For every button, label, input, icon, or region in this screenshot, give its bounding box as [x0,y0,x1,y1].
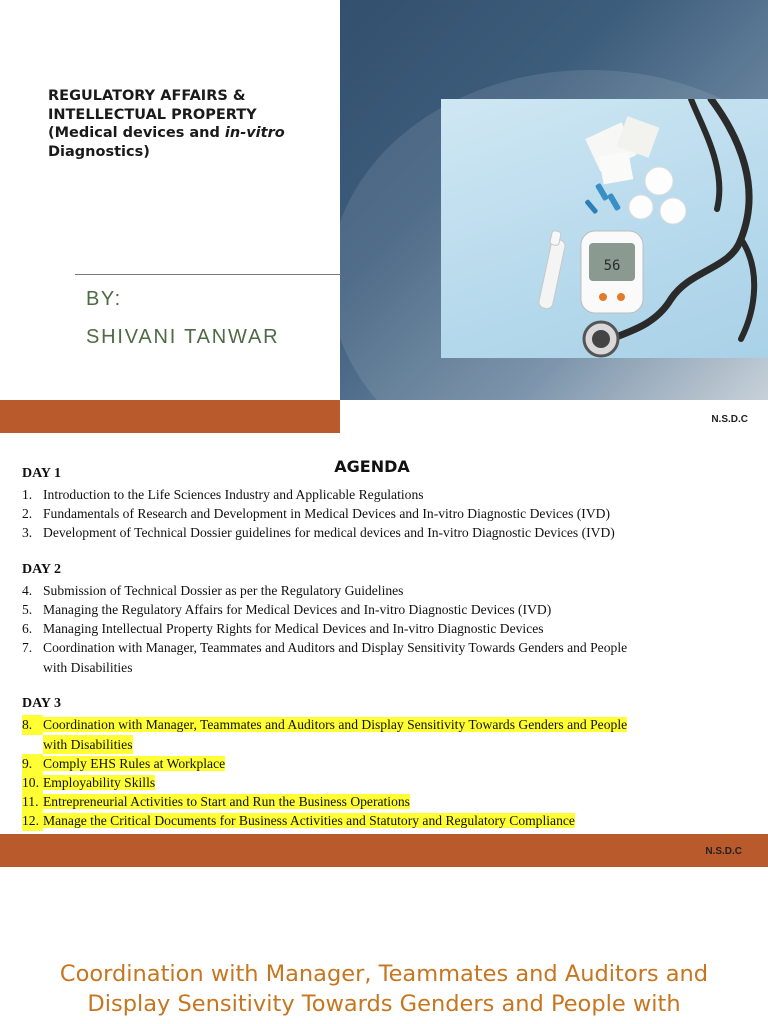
cotton-roll-icon [629,167,686,224]
list-item-highlighted [22,773,742,793]
list-item [22,638,742,677]
item-text: Managing Intellectual Property Rights for Medical Devices and In-vitro Diagnostic Devices [43,621,544,636]
stethoscope-glucometer-illustration [441,99,768,358]
item-text: Introduction to the Life Sciences Industry and Applicable Regulations [43,487,424,502]
footer-text: N.S.D.C [711,414,748,425]
item-text: Managing the Regulatory Affairs for Medical Devices and In-vitro Diagnostic Devices (IVD) [43,602,552,617]
list-item-highlighted [22,715,742,754]
footer-text: N.S.D.C [705,846,742,857]
item-text: Fundamentals of Research and Development in Medical Devices and In-vitro Diagnostic Devices (IVD) [43,506,610,521]
item-text-continued: with Disabilities [43,659,133,675]
section-title-line: Display Sensitivity Towards Genders and People with [87,991,681,1017]
item-text: Employability Skills [43,775,156,790]
list-item [22,504,742,524]
title-italic-text: in-vitro [224,125,285,141]
lancet-icon [584,183,621,215]
day-heading: DAY 1 [22,466,62,481]
item-number: 10. [22,773,43,793]
list-item-highlighted [22,811,742,831]
section-title [0,959,768,1019]
item-number: 5. [22,602,33,617]
list-item [22,523,742,543]
item-number: 7. [22,640,33,655]
glucometer-icon [581,231,643,313]
lancing-pen-icon [538,230,566,309]
list-item [22,485,742,505]
footer-area [340,400,768,433]
item-number: 1. [22,487,33,502]
list-item-highlighted [22,792,742,812]
title-line: Diagnostics) [48,143,150,160]
title-slide [0,0,768,433]
item-text: Entrepreneurial Activities to Start and Run the Business Operations [43,794,410,809]
item-number: 9. [22,754,43,774]
item-text: Submission of Technical Dossier as per the Regulatory Guidelines [43,583,404,598]
list-item [22,619,742,639]
title-line: INTELLECTUAL PROPERTY [48,106,257,123]
list-item-highlighted [22,754,742,774]
item-number: 8. [22,715,43,735]
item-text-continued: with Disabilities [43,735,133,755]
item-number: 11. [22,792,43,812]
agenda-title: AGENDA [334,457,410,476]
item-number: 6. [22,621,33,636]
agenda-slide [0,433,768,867]
item-text: Comply EHS Rules at Workplace [43,756,226,771]
item-text: Coordination with Manager, Teammates and Auditors and Display Sensitivity Towards Genders and People [43,717,628,732]
item-number: 4. [22,583,33,598]
list-item [22,581,742,601]
by-label: BY: [86,288,122,310]
author-name: SHIVANI TANWAR [86,326,280,348]
section-title-line: Coordination with Manager, Teammates and Auditors and [59,961,709,987]
item-text: Development of Technical Dossier guidelines for medical devices and In-vitro Diagnostic Devices (IVD) [43,525,615,540]
title-line: REGULATORY AFFAIRS & [48,88,246,104]
presentation-title [48,87,328,161]
divider-line [75,274,341,275]
meter-display: 56 [603,258,621,274]
item-number: 12. [22,811,43,831]
item-number: 2. [22,506,33,521]
accent-bar [0,834,768,867]
section-slide [0,867,768,1024]
item-number: 3. [22,525,33,540]
medical-devices-photo [441,99,768,358]
day-heading: DAY 2 [22,562,62,577]
list-item [22,600,742,620]
title-text: (Medical devices and [48,125,225,141]
day-heading: DAY 3 [22,696,62,711]
item-text: Manage the Critical Documents for Business Activities and Statutory and Regulatory Compliance [43,813,575,828]
item-text: Coordination with Manager, Teammates and Auditors and Display Sensitivity Towards Genders and People [43,640,628,655]
title-line [48,124,328,143]
